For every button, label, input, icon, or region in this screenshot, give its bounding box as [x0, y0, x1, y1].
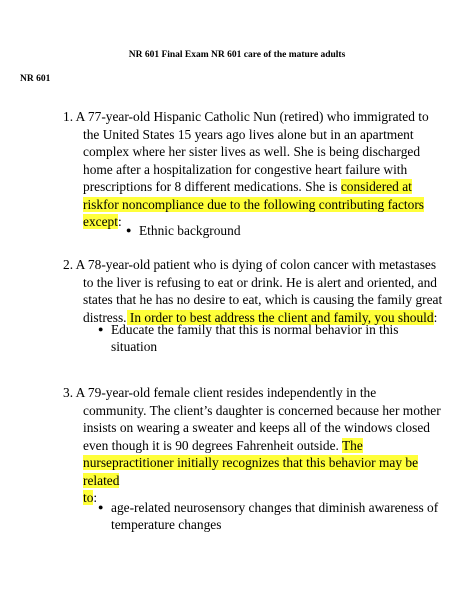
- question-tail: :: [93, 490, 98, 505]
- highlighted-text: to: [83, 490, 94, 505]
- highlighted-text: related: [83, 472, 120, 488]
- highlighted-text: except: [83, 214, 118, 229]
- document-title: NR 601 Final Exam NR 601 care of the mature adults: [128, 50, 346, 60]
- highlighted-text: In order to best address the client and family, you should: [126, 309, 434, 325]
- question-3: [63, 384, 441, 507]
- question-text-line: distress.: [83, 309, 127, 325]
- highlighted-text: riskfor noncompliance due to the following contributing factors: [83, 196, 425, 212]
- question-text-line: A 79-year-old female client resides independently in the: [75, 385, 377, 400]
- question-text-line: prescriptions for 8 different medications. She is: [83, 179, 341, 194]
- answer-text: temperature changes: [111, 517, 222, 532]
- question-1: [63, 108, 429, 231]
- highlighted-text: considered at: [340, 179, 412, 194]
- question-tail: :: [433, 309, 438, 325]
- highlighted-text: nursepractitioner initially recognizes that this behavior may be: [83, 455, 419, 470]
- question-text-line: to the liver is refusing to eat or drink. He is alert and oriented, and: [83, 274, 438, 290]
- question-2: [63, 256, 443, 326]
- course-code: NR 601: [20, 74, 51, 84]
- question-number: 3.: [63, 385, 74, 400]
- question-text-line: the United States 15 years ago lives alone but in an apartment: [83, 126, 414, 142]
- question-text-line: complex where her sister lives as well. She is being discharged: [83, 144, 421, 159]
- bullet-icon: ●: [98, 502, 104, 512]
- answer-text: situation: [111, 339, 158, 354]
- question-text-line: A 78-year-old patient who is dying of colon cancer with metastases: [75, 257, 437, 272]
- question-number: 1.: [63, 109, 74, 124]
- answer-text: age-related neurosensory changes that diminish awareness of: [111, 500, 439, 515]
- highlighted-text: The: [341, 437, 363, 453]
- question-number: 2.: [63, 257, 74, 272]
- question-text-line: insists on wearing a sweater and keeps all of the windows closed: [83, 420, 430, 435]
- answer-text: Educate the family that this is normal behavior in this: [111, 322, 399, 337]
- question-text-line: even though it is 90 degrees Fahrenheit outside.: [83, 437, 342, 453]
- bullet-icon: ●: [98, 324, 104, 334]
- question-tail: :: [117, 214, 122, 229]
- answer-text: Ethnic background: [139, 223, 241, 238]
- question-text-line: community. The client’s daughter is concerned because her mother: [83, 402, 441, 418]
- bullet-icon: ●: [126, 225, 132, 235]
- question-text-line: home after a hospitalization for congestive heart failure with: [83, 161, 408, 177]
- question-text-line: states that he has no desire to eat, which is causing the family great: [83, 292, 443, 307]
- question-text-line: A 77-year-old Hispanic Catholic Nun (retired) who immigrated to: [75, 109, 429, 124]
